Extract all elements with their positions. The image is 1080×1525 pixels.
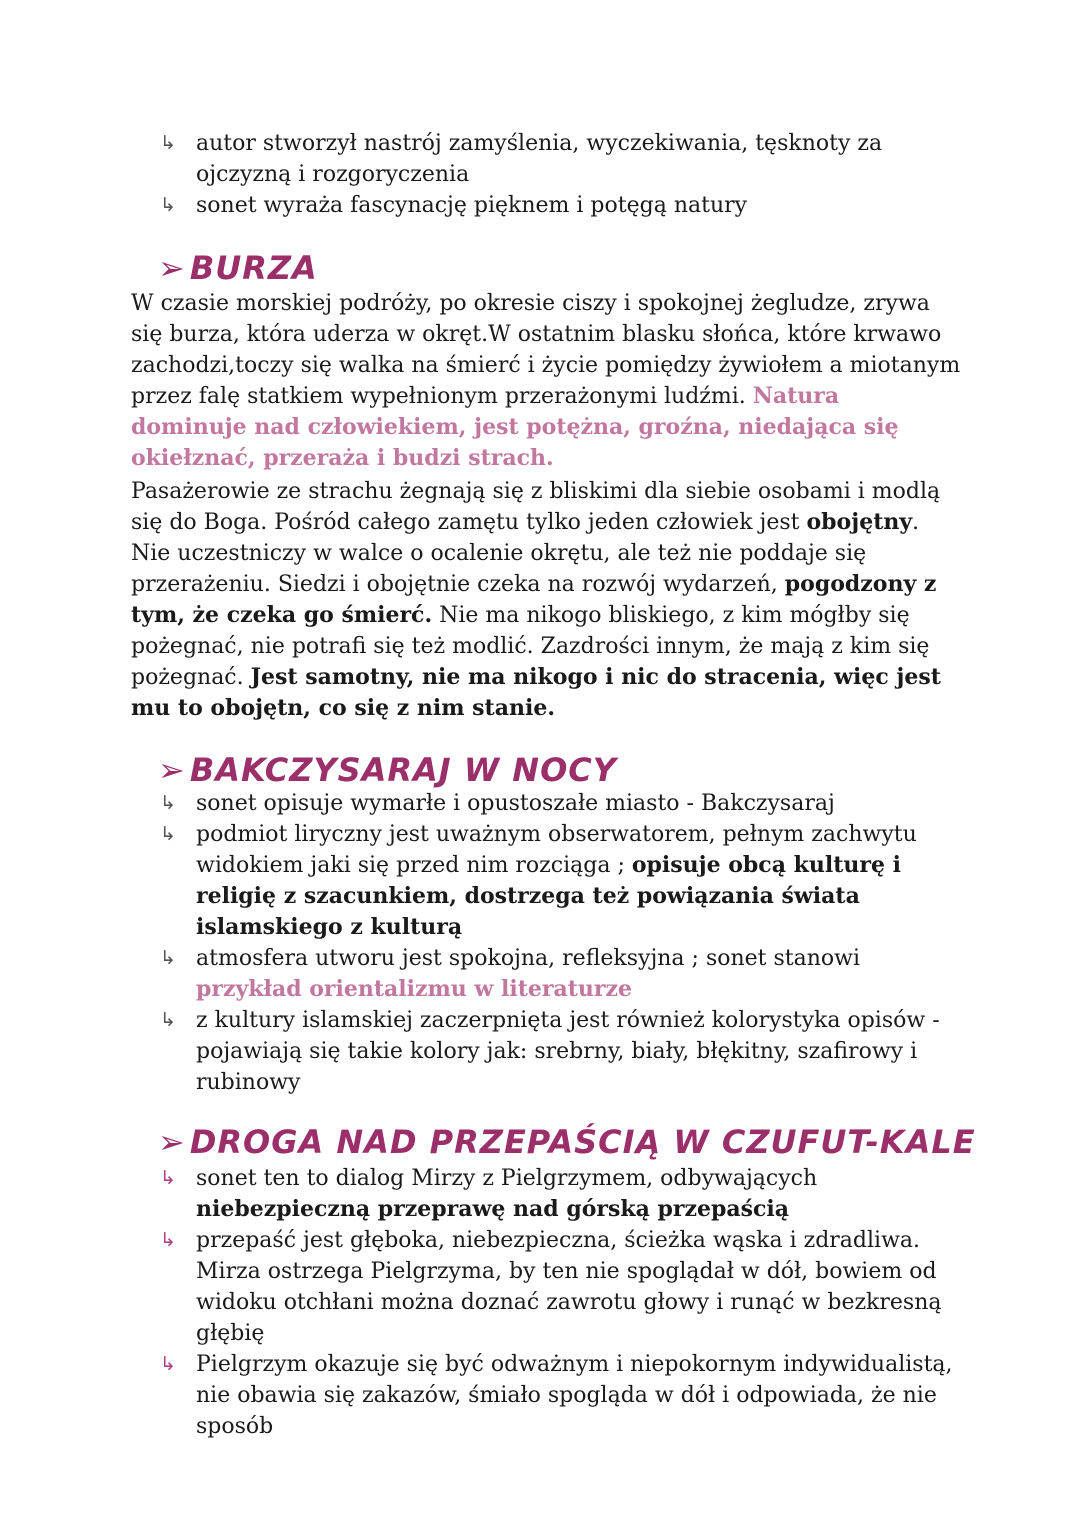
text-run: sonet ten to dialog Mirzy z Pielgrzymem, odbywających <box>196 1166 818 1191</box>
text-run: Pasażerowie ze strachu żegnają się z bliskimi dla siebie osobami i modlą się do Boga. Pośród całego zamętu tylko jeden człowiek jest <box>131 479 941 535</box>
bold-text: obojętny <box>806 509 913 535</box>
list-item-text <box>196 819 960 943</box>
list-item <box>160 128 960 190</box>
list-item <box>160 943 960 1005</box>
heading-text: BURZA <box>189 249 318 287</box>
list-item-text: Pielgrzym okazuje się być odważnym i niepokornym indywidualistą, nie obawia się zakazów, śmiało spogląda w dół i odpowiada, że nie sposób <box>196 1352 953 1439</box>
list-item-text: sonet opisuje wymarłe i opustoszałe miasto - Bakczysaraj <box>196 791 835 816</box>
bold-text: opisuje obcą kulturę i religię z szacunkiem, dostrzega też powiązania świata islamskiego z kulturą <box>196 852 901 940</box>
arrow-bullet-icon: ↳ <box>160 194 176 216</box>
text-run: podmiot liryczny jest uważnym obserwatorem, pełnym zachwytu widokiem jaki się przed nim rozciąga ; <box>196 822 917 878</box>
list-item-text: sonet wyraża fascynację pięknem i potęgą natury <box>196 193 748 218</box>
burza-paragraph-2 <box>131 476 961 724</box>
list-item <box>160 1349 960 1442</box>
section-heading-burza <box>158 248 318 288</box>
bakczysaraj-list <box>160 788 960 1098</box>
arrowhead-marker-icon: ➢ <box>158 1123 186 1161</box>
list-item <box>160 819 960 943</box>
list-item-text: z kultury islamskiej zaczerpnięta jest również kolorystyka opisów - pojawiają się takie kolory jak: srebrny, biały, błękitny, szafirowy i rubinowy <box>196 1008 940 1095</box>
arrow-bullet-icon: ↳ <box>160 1167 176 1189</box>
arrow-bullet-icon: ↳ <box>160 792 176 814</box>
list-item-text <box>196 943 960 1005</box>
arrowhead-marker-icon: ➢ <box>158 249 186 287</box>
heading-text: BAKCZYSARAJ W NOCY <box>189 751 617 789</box>
section-heading-bakczysaraj <box>158 750 617 790</box>
arrow-bullet-icon: ↳ <box>160 1009 176 1031</box>
highlight-text: Natura dominuje nad człowiekiem, jest potężna, groźna, niedająca się okiełznać, przeraża i budzi strach. <box>131 383 899 471</box>
list-item-text <box>196 1163 960 1225</box>
list-item-text: autor stworzył nastrój zamyślenia, wyczekiwania, tęsknoty za ojczyzną i rozgoryczenia <box>196 131 883 187</box>
burza-paragraph-1 <box>131 288 961 474</box>
list-item <box>160 1005 960 1098</box>
text-run: Nie ma nikogo bliskiego, z kim mógłby się pożegnać, nie potrafi się też modlić. Zazdrości innym, że mają z kim się pożegnać. <box>131 603 930 690</box>
arrow-bullet-icon: ↳ <box>160 823 176 845</box>
bold-text: pogodzony z tym, że czeka go śmierć. <box>131 571 937 628</box>
list-item <box>160 190 960 221</box>
bold-text: niebezpieczną przeprawę nad górską przepaścią <box>196 1196 790 1222</box>
arrow-bullet-icon: ↳ <box>160 132 176 154</box>
droga-list <box>160 1163 960 1442</box>
highlight-text: przykład orientalizmu w literaturze <box>196 976 632 1002</box>
heading-text: DROGA NAD PRZEPAŚCIĄ W CZUFUT-KALE <box>189 1123 976 1161</box>
bold-text: Jest samotny, nie ma nikogo i nic do stracenia, więc jest mu to obojętn, co się z nim stanie. <box>131 664 941 721</box>
arrowhead-marker-icon: ➢ <box>158 751 186 789</box>
text-run: W czasie morskiej podróży, po okresie ciszy i spokojnej żegludze, zrywa się burza, która uderza w okręt.W ostatnim blasku słońca, które krwawo zachodzi,toczy się walka na śmierć i życie pomiędzy żywiołem a miotanym przez falę statkiem wypełnionym przerażonymi ludźmi. <box>131 291 961 409</box>
list-item-text: przepaść jest głęboka, niebezpieczna, ścieżka wąska i zdradliwa. Mirza ostrzega Pielgrzyma, by ten nie spoglądał w dół, bowiem od widoku otchłani można doznać zawrotu głowy i runąć w bezkresną głębię <box>196 1228 942 1346</box>
list-item <box>160 788 960 819</box>
text-run: . Nie uczestniczy w walce o ocalenie okrętu, ale też nie poddaje się przerażeniu. Siedzi i obojętnie czeka na rozwój wydarzeń, <box>131 510 920 597</box>
list-item <box>160 1225 960 1349</box>
arrow-bullet-icon: ↳ <box>160 1229 176 1251</box>
arrow-bullet-icon: ↳ <box>160 1353 176 1375</box>
arrow-bullet-icon: ↳ <box>160 947 176 969</box>
section-heading-droga <box>158 1122 976 1162</box>
intro-list <box>160 128 960 221</box>
list-item <box>160 1163 960 1225</box>
text-run: atmosfera utworu jest spokojna, refleksyjna ; sonet stanowi <box>196 946 861 971</box>
